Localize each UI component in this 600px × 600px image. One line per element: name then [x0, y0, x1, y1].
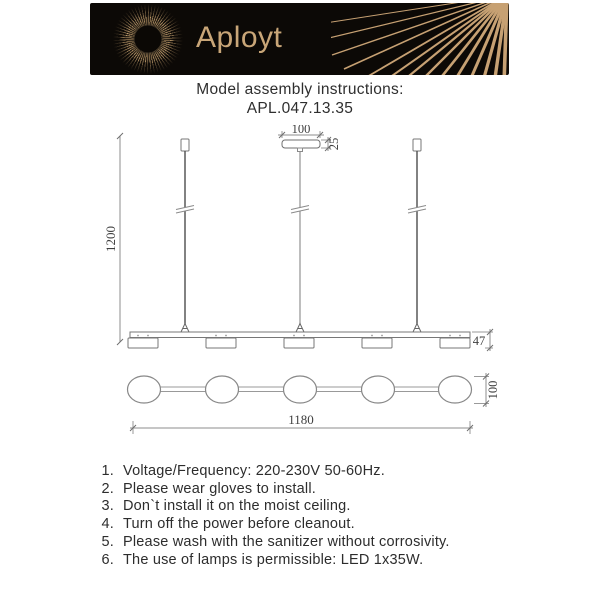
front-view	[128, 376, 472, 403]
corner-rays-icon	[331, 3, 509, 75]
dim-label-bar-height: 47	[472, 334, 486, 348]
dim-drop-height	[103, 133, 123, 345]
dim-shade-diameter	[474, 373, 500, 407]
instructions-list	[95, 463, 525, 569]
brand-banner	[90, 3, 509, 75]
instruction-item	[95, 534, 525, 552]
fixture-bar	[130, 332, 470, 338]
instruction-number: 5.	[101, 533, 114, 550]
dim-total-width	[130, 412, 473, 434]
instruction-item	[95, 498, 525, 516]
dim-bar-height	[472, 329, 493, 351]
dim-canopy-depth	[321, 137, 341, 151]
instruction-text: Please wear gloves to install.	[123, 480, 316, 497]
cable-break-marks	[176, 206, 426, 214]
technical-drawing	[80, 125, 520, 443]
lamp-modules	[128, 338, 470, 348]
instruction-number: 2.	[101, 480, 114, 497]
instruction-item	[95, 552, 525, 570]
instruction-text: Please wash with the sanitizer without corrosivity.	[123, 533, 450, 550]
dim-label-total-width: 1180	[288, 412, 314, 427]
starburst-core	[135, 26, 162, 53]
instruction-text: The use of lamps is permissible: LED 1x35W.	[123, 551, 424, 568]
ceiling-canopy	[282, 140, 320, 152]
instruction-number: 1.	[101, 463, 114, 479]
instruction-number: 6.	[101, 551, 114, 568]
dim-label-canopy-width: 100	[291, 125, 311, 136]
page-title: Model assembly instructions:	[196, 81, 404, 98]
model-code: APL.047.13.35	[246, 100, 354, 117]
dim-label-canopy-depth: 25	[327, 137, 341, 151]
instruction-number: 4.	[101, 516, 114, 533]
instruction-item	[95, 463, 525, 481]
title-block	[0, 80, 600, 118]
instruction-item	[95, 481, 525, 499]
dim-canopy-width	[278, 125, 324, 138]
suspension-cables	[181, 139, 421, 324]
dim-label-shade-diameter: 100	[486, 380, 500, 400]
instruction-item	[95, 516, 525, 534]
instruction-text: Voltage/Frequency: 220-230V 50-60Hz.	[123, 463, 385, 479]
instruction-text: Don`t install it on the moist ceiling.	[123, 498, 351, 515]
dim-label-drop-height: 1200	[103, 226, 118, 252]
instruction-number: 3.	[101, 498, 114, 515]
cable-connectors	[181, 324, 421, 333]
instruction-text: Turn off the power before cleanout.	[123, 516, 355, 533]
brand-wordmark: Aployt	[196, 21, 283, 54]
starburst-logo-icon	[111, 3, 185, 75]
